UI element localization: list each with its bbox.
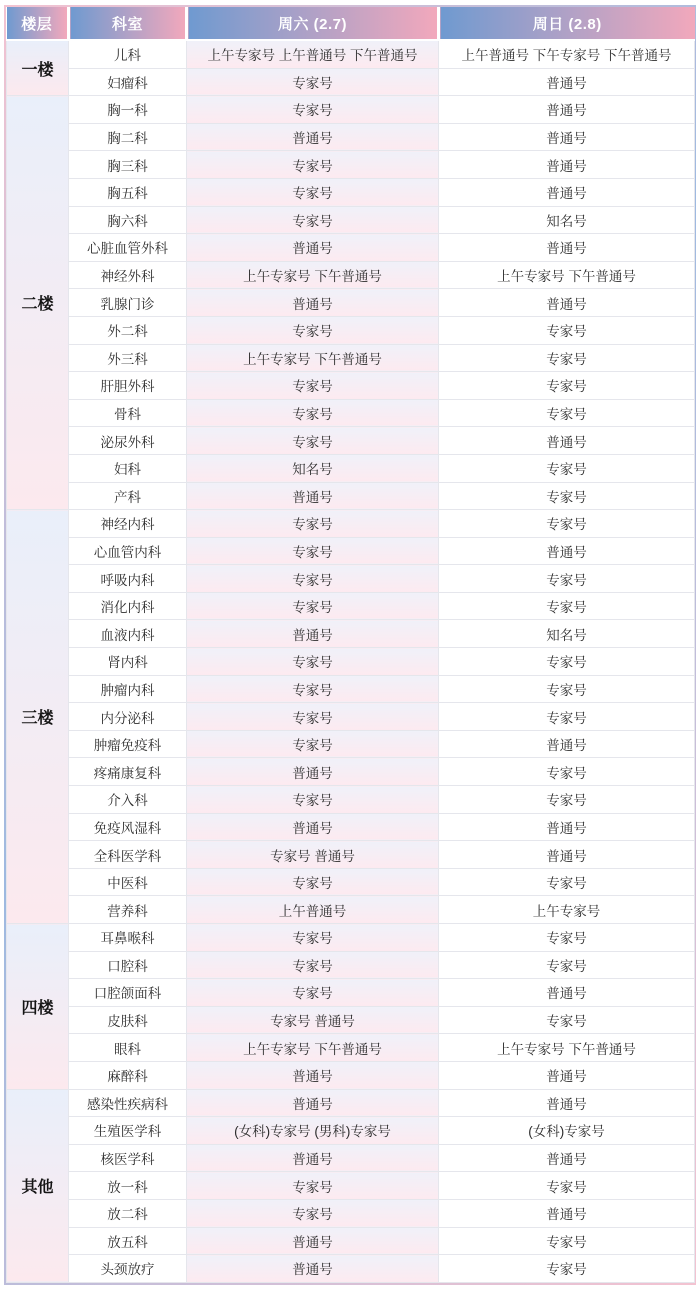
floor-cell: 四楼	[7, 924, 69, 1090]
floor-cell: 一楼	[7, 40, 69, 96]
saturday-cell: 专家号 普通号	[187, 1006, 439, 1034]
saturday-cell: 普通号	[187, 1089, 439, 1117]
column-header-floor: 楼层	[7, 7, 69, 40]
saturday-cell: 专家号	[187, 399, 439, 427]
saturday-cell: 专家号	[187, 1199, 439, 1227]
sunday-cell: 上午专家号 下午普通号	[439, 1034, 695, 1062]
table-row	[7, 123, 695, 151]
saturday-cell: 普通号	[187, 1144, 439, 1172]
table-row	[7, 427, 695, 455]
department-cell: 放二科	[69, 1199, 187, 1227]
schedule-table-wrapper	[4, 5, 696, 1285]
saturday-cell: 专家号	[187, 178, 439, 206]
sunday-cell: 专家号	[439, 344, 695, 372]
department-cell: 血液内科	[69, 620, 187, 648]
saturday-cell: 专家号	[187, 868, 439, 896]
saturday-cell: 专家号	[187, 1172, 439, 1200]
department-cell: 产科	[69, 482, 187, 510]
department-cell: 消化内科	[69, 592, 187, 620]
sunday-cell: 专家号	[439, 316, 695, 344]
saturday-cell: 专家号	[187, 510, 439, 538]
table-row	[7, 178, 695, 206]
saturday-cell: 普通号	[187, 813, 439, 841]
table-row	[7, 1117, 695, 1145]
sunday-cell: 专家号	[439, 1255, 695, 1283]
saturday-cell: 专家号	[187, 537, 439, 565]
table-row	[7, 1144, 695, 1172]
department-cell: 放五科	[69, 1227, 187, 1255]
sunday-cell: 专家号	[439, 951, 695, 979]
department-cell: 泌尿外科	[69, 427, 187, 455]
table-row	[7, 1199, 695, 1227]
department-cell: 全科医学科	[69, 841, 187, 869]
sunday-cell: 专家号	[439, 675, 695, 703]
floor-cell: 其他	[7, 1089, 69, 1282]
department-cell: 呼吸内科	[69, 565, 187, 593]
table-row	[7, 924, 695, 952]
department-cell: 麻醉科	[69, 1061, 187, 1089]
table-row	[7, 372, 695, 400]
saturday-cell: 专家号	[187, 786, 439, 814]
table-row	[7, 1255, 695, 1283]
department-cell: 外三科	[69, 344, 187, 372]
sunday-cell: 专家号	[439, 758, 695, 786]
table-row	[7, 151, 695, 179]
department-cell: 疼痛康复科	[69, 758, 187, 786]
department-cell: 心血管内科	[69, 537, 187, 565]
table-row	[7, 786, 695, 814]
table-row	[7, 206, 695, 234]
department-cell: 胸二科	[69, 123, 187, 151]
sunday-cell: 专家号	[439, 703, 695, 731]
sunday-cell: 普通号	[439, 537, 695, 565]
department-cell: 妇瘤科	[69, 68, 187, 96]
table-row	[7, 565, 695, 593]
sunday-cell: 普通号	[439, 96, 695, 124]
table-row	[7, 951, 695, 979]
table-row	[7, 648, 695, 676]
department-cell: 胸三科	[69, 151, 187, 179]
saturday-cell: 专家号	[187, 979, 439, 1007]
column-header-saturday: 周六 (2.7)	[187, 7, 439, 40]
sunday-cell: 普通号	[439, 234, 695, 262]
table-row	[7, 289, 695, 317]
department-cell: 骨科	[69, 399, 187, 427]
sunday-cell: 专家号	[439, 1227, 695, 1255]
saturday-cell: 普通号	[187, 123, 439, 151]
sunday-cell: 普通号	[439, 1061, 695, 1089]
column-header-department: 科室	[69, 7, 187, 40]
table-row	[7, 896, 695, 924]
sunday-cell: 专家号	[439, 510, 695, 538]
table-row	[7, 68, 695, 96]
sunday-cell: 上午专家号 下午普通号	[439, 261, 695, 289]
saturday-cell: 专家号 普通号	[187, 841, 439, 869]
saturday-cell: 专家号	[187, 372, 439, 400]
table-row	[7, 261, 695, 289]
sunday-cell: 上午普通号 下午专家号 下午普通号	[439, 40, 695, 68]
table-row	[7, 592, 695, 620]
department-cell: 核医学科	[69, 1144, 187, 1172]
table-row	[7, 399, 695, 427]
saturday-cell: 专家号	[187, 675, 439, 703]
department-cell: 儿科	[69, 40, 187, 68]
department-cell: 肾内科	[69, 648, 187, 676]
department-cell: 口腔科	[69, 951, 187, 979]
table-row	[7, 1006, 695, 1034]
saturday-cell: 普通号	[187, 1061, 439, 1089]
department-cell: 妇科	[69, 454, 187, 482]
sunday-cell: 普通号	[439, 68, 695, 96]
department-cell: 神经内科	[69, 510, 187, 538]
table-row	[7, 1172, 695, 1200]
table-row	[7, 234, 695, 262]
sunday-cell: 专家号	[439, 565, 695, 593]
department-cell: 胸一科	[69, 96, 187, 124]
sunday-cell: 专家号	[439, 1172, 695, 1200]
table-row	[7, 841, 695, 869]
department-cell: 肿瘤免疫科	[69, 730, 187, 758]
table-row	[7, 675, 695, 703]
sunday-cell: (女科)专家号	[439, 1117, 695, 1145]
saturday-cell: 专家号	[187, 427, 439, 455]
table-row	[7, 868, 695, 896]
table-row	[7, 96, 695, 124]
saturday-cell: 专家号	[187, 951, 439, 979]
schedule-table	[6, 7, 695, 1283]
department-cell: 头颈放疗	[69, 1255, 187, 1283]
department-cell: 内分泌科	[69, 703, 187, 731]
saturday-cell: 专家号	[187, 924, 439, 952]
saturday-cell: 普通号	[187, 758, 439, 786]
table-row	[7, 482, 695, 510]
sunday-cell: 专家号	[439, 786, 695, 814]
saturday-cell: 普通号	[187, 289, 439, 317]
department-cell: 口腔颌面科	[69, 979, 187, 1007]
department-cell: 眼科	[69, 1034, 187, 1062]
saturday-cell: 普通号	[187, 234, 439, 262]
department-cell: 乳腺门诊	[69, 289, 187, 317]
sunday-cell: 专家号	[439, 592, 695, 620]
department-cell: 皮肤科	[69, 1006, 187, 1034]
sunday-cell: 普通号	[439, 730, 695, 758]
floor-cell: 三楼	[7, 510, 69, 924]
department-cell: 耳鼻喉科	[69, 924, 187, 952]
saturday-cell: 普通号	[187, 1255, 439, 1283]
sunday-cell: 普通号	[439, 151, 695, 179]
sunday-cell: 普通号	[439, 1144, 695, 1172]
department-cell: 肝胆外科	[69, 372, 187, 400]
department-cell: 外二科	[69, 316, 187, 344]
table-row	[7, 1034, 695, 1062]
department-cell: 放一科	[69, 1172, 187, 1200]
saturday-cell: 专家号	[187, 96, 439, 124]
saturday-cell: 普通号	[187, 482, 439, 510]
table-row	[7, 730, 695, 758]
saturday-cell: 普通号	[187, 620, 439, 648]
sunday-cell: 专家号	[439, 399, 695, 427]
saturday-cell: 上午普通号	[187, 896, 439, 924]
saturday-cell: 上午专家号 上午普通号 下午普通号	[187, 40, 439, 68]
table-row	[7, 979, 695, 1007]
table-row	[7, 454, 695, 482]
header-row	[7, 7, 695, 40]
saturday-cell: 上午专家号 下午普通号	[187, 261, 439, 289]
saturday-cell: 上午专家号 下午普通号	[187, 344, 439, 372]
sunday-cell: 专家号	[439, 648, 695, 676]
department-cell: 感染性疾病科	[69, 1089, 187, 1117]
department-cell: 中医科	[69, 868, 187, 896]
department-cell: 胸五科	[69, 178, 187, 206]
sunday-cell: 专家号	[439, 868, 695, 896]
department-cell: 介入科	[69, 786, 187, 814]
sunday-cell: 上午专家号	[439, 896, 695, 924]
floor-cell: 二楼	[7, 96, 69, 510]
table-row	[7, 537, 695, 565]
sunday-cell: 知名号	[439, 206, 695, 234]
table-row	[7, 510, 695, 538]
sunday-cell: 专家号	[439, 454, 695, 482]
sunday-cell: 专家号	[439, 924, 695, 952]
saturday-cell: 普通号	[187, 1227, 439, 1255]
department-cell: 胸六科	[69, 206, 187, 234]
department-cell: 肿瘤内科	[69, 675, 187, 703]
sunday-cell: 普通号	[439, 1199, 695, 1227]
sunday-cell: 普通号	[439, 178, 695, 206]
sunday-cell: 普通号	[439, 979, 695, 1007]
sunday-cell: 普通号	[439, 841, 695, 869]
column-header-sunday: 周日 (2.8)	[439, 7, 695, 40]
table-row	[7, 316, 695, 344]
saturday-cell: 专家号	[187, 151, 439, 179]
table-row	[7, 758, 695, 786]
table-body	[7, 40, 695, 1282]
saturday-cell: 知名号	[187, 454, 439, 482]
table-row	[7, 1227, 695, 1255]
saturday-cell: 专家号	[187, 730, 439, 758]
sunday-cell: 普通号	[439, 813, 695, 841]
sunday-cell: 普通号	[439, 1089, 695, 1117]
saturday-cell: 专家号	[187, 703, 439, 731]
department-cell: 生殖医学科	[69, 1117, 187, 1145]
table-row	[7, 40, 695, 68]
sunday-cell: 普通号	[439, 289, 695, 317]
department-cell: 神经外科	[69, 261, 187, 289]
table-header	[7, 7, 695, 40]
table-row	[7, 813, 695, 841]
department-cell: 心脏血管外科	[69, 234, 187, 262]
table-row	[7, 344, 695, 372]
saturday-cell: 上午专家号 下午普通号	[187, 1034, 439, 1062]
department-cell: 营养科	[69, 896, 187, 924]
sunday-cell: 知名号	[439, 620, 695, 648]
table-row	[7, 620, 695, 648]
sunday-cell: 专家号	[439, 1006, 695, 1034]
saturday-cell: 专家号	[187, 565, 439, 593]
saturday-cell: 专家号	[187, 592, 439, 620]
table-row	[7, 1089, 695, 1117]
sunday-cell: 专家号	[439, 372, 695, 400]
sunday-cell: 专家号	[439, 482, 695, 510]
saturday-cell: 专家号	[187, 316, 439, 344]
saturday-cell: 专家号	[187, 648, 439, 676]
sunday-cell: 普通号	[439, 427, 695, 455]
saturday-cell: 专家号	[187, 68, 439, 96]
sunday-cell: 普通号	[439, 123, 695, 151]
saturday-cell: (女科)专家号 (男科)专家号	[187, 1117, 439, 1145]
saturday-cell: 专家号	[187, 206, 439, 234]
department-cell: 免疫风湿科	[69, 813, 187, 841]
table-row	[7, 703, 695, 731]
table-row	[7, 1061, 695, 1089]
